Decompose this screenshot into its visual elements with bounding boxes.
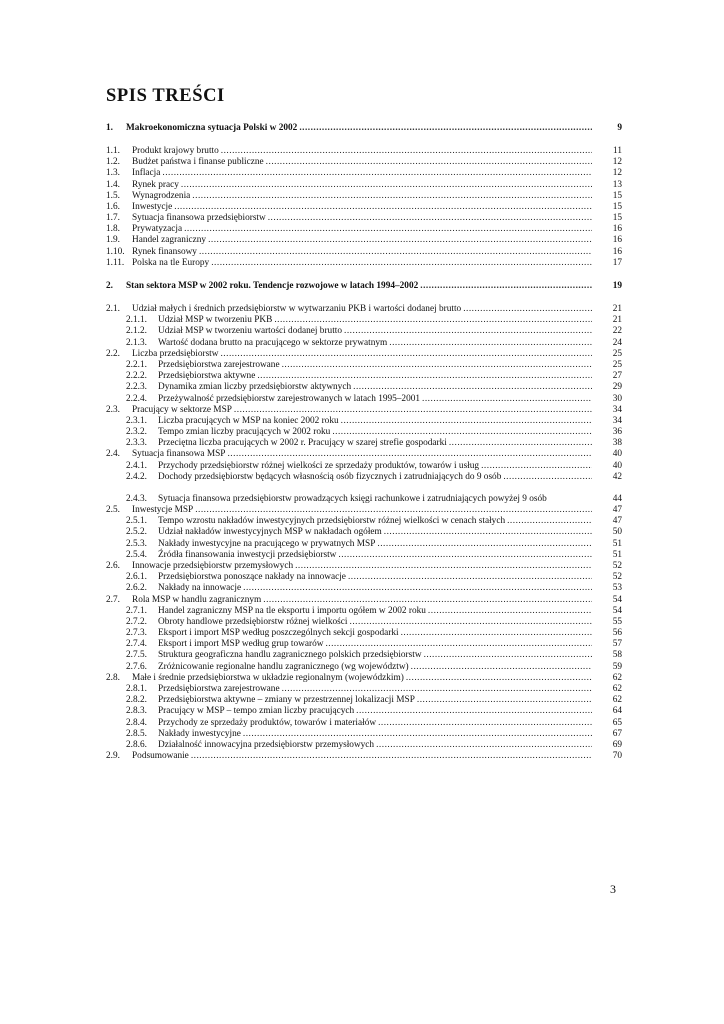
toc-entry-number: 1.8. <box>106 224 120 235</box>
toc-entry-page: 56 <box>612 628 622 639</box>
toc-entry-page: 62 <box>612 695 622 706</box>
toc-entry-number: 2.7.1. <box>126 605 147 616</box>
toc-entry-title: Prywatyzacja <box>132 224 183 235</box>
toc-leader-dots <box>191 751 592 762</box>
toc-entry-title: Liczba pracujących w MSP na koniec 2002 roku <box>158 415 339 426</box>
toc-entry[interactable] <box>106 382 622 393</box>
toc-entry[interactable] <box>106 483 622 505</box>
toc-leader-dots <box>221 146 592 157</box>
toc-entry[interactable] <box>106 606 622 617</box>
toc-leader-dots <box>227 449 592 460</box>
toc-entry-title: Wynagrodzenia <box>132 190 191 201</box>
toc-leader-dots <box>378 718 592 729</box>
toc-leader-dots <box>234 405 592 416</box>
toc-entry-page: 21 <box>612 304 622 315</box>
toc-entry-title: Udział MSP w tworzeniu wartości dodanej brutto <box>158 326 343 337</box>
toc-entry-title: Przeciętna liczba pracujących w 2002 r. Pracujący w szarej strefie gospodarki <box>158 438 447 449</box>
toc-entry-number: 2.4.2. <box>126 471 147 482</box>
toc-leader-dots <box>199 247 592 258</box>
toc-leader-dots <box>282 684 592 695</box>
toc-chapter-entry[interactable] <box>106 122 622 135</box>
toc-entry-title: Dynamika zmian liczby przedsiębiorstw aktywnych <box>158 382 352 393</box>
toc-entry-number: 2.8.4. <box>126 717 147 728</box>
toc-entry-title: Handel zagraniczny MSP na tle eksportu i importu ogółem w 2002 roku <box>158 605 426 616</box>
toc-entry-title: Eksport i import MSP według poszczególnych sekcji gospodarki <box>158 628 399 639</box>
toc-entry[interactable] <box>106 236 622 247</box>
toc-entry-title: Innowacje przedsiębiorstw przemysłowych <box>132 560 294 571</box>
toc-entry-number: 2.7.4. <box>126 639 147 650</box>
toc-entry-title: Tempo zmian liczby pracujących w 2002 roku <box>158 427 331 438</box>
toc-entry-page: 62 <box>612 672 622 683</box>
toc-entry[interactable] <box>106 740 622 751</box>
toc-leader-dots <box>208 235 592 246</box>
toc-entry-number: 2.6. <box>106 560 120 571</box>
toc-entry-page: 42 <box>612 471 622 482</box>
toc-entry-number: 1.7. <box>106 213 120 224</box>
toc-leader-dots <box>424 650 592 661</box>
toc-entry-page: 40 <box>612 449 622 460</box>
toc-entry[interactable] <box>106 729 622 740</box>
toc-entry-page: 62 <box>612 684 622 695</box>
toc-entry[interactable] <box>106 349 622 360</box>
toc-entry-title: Sytuacja finansowa MSP <box>132 449 226 460</box>
toc-entry[interactable] <box>106 427 622 438</box>
toc-entry[interactable] <box>106 450 622 461</box>
toc-entry-title: Udział małych i średnich przedsiębiorstw w wytwarzaniu PKB i wartości dodanej brutto <box>132 304 462 315</box>
toc-entry-title: Rynek finansowy <box>132 246 197 257</box>
toc-entry-title: Przychody przedsiębiorstw różnej wielkości ze sprzedaży produktów, towarów i usług <box>158 460 480 471</box>
toc-entry-number: 1.3. <box>106 168 120 179</box>
toc-leader-dots <box>377 539 592 550</box>
toc-entry[interactable] <box>106 371 622 382</box>
toc-entry-number: 2.7.2. <box>126 616 147 627</box>
toc-leader-dots <box>243 583 592 594</box>
toc-entry[interactable] <box>106 405 622 416</box>
toc-chapter-entry[interactable] <box>106 280 622 293</box>
toc-entry-page: 54 <box>612 605 622 616</box>
toc-entry-number: 2.8.2. <box>126 695 147 706</box>
toc-entry[interactable] <box>106 505 622 516</box>
toc-entry[interactable] <box>106 326 622 337</box>
toc-entry-title: Produkt krajowy brutto <box>132 145 219 156</box>
toc-entry-number: 1.4. <box>106 179 120 190</box>
toc-leader-dots <box>353 382 592 393</box>
toc-entry-number: 2.8. <box>106 672 120 683</box>
toc-entry-number: 2. <box>106 281 113 292</box>
toc-entry[interactable] <box>106 304 622 315</box>
toc-leader-dots <box>463 304 592 315</box>
toc-entry[interactable] <box>106 360 622 371</box>
toc-entry-number: 2.2.2. <box>126 371 147 382</box>
toc-entry-number: 1.2. <box>106 157 120 168</box>
toc-entry[interactable] <box>106 662 622 673</box>
toc-entry[interactable] <box>106 751 622 762</box>
toc-entry-number: 1.1. <box>106 145 120 156</box>
toc-entry-number: 2.7.6. <box>126 661 147 672</box>
toc-entry-page: 16 <box>612 224 622 235</box>
toc-entry-title: Wartość dodana brutto na pracującego w sektorze prywatnym <box>158 337 388 348</box>
toc-entry-page: 15 <box>612 213 622 224</box>
toc-leader-dots <box>344 326 592 337</box>
toc-entry-title: Obroty handlowe przedsiębiorstw różnej wielkości <box>158 616 348 627</box>
toc-entry-number: 2.3.3. <box>126 438 147 449</box>
toc-entry[interactable] <box>106 180 622 191</box>
toc-entry-page: 47 <box>612 516 622 527</box>
toc-entry[interactable] <box>106 461 622 472</box>
toc-leader-dots <box>162 168 592 179</box>
toc-leader-dots <box>338 550 592 561</box>
toc-entry-number: 2.3.2. <box>126 427 147 438</box>
toc-leader-dots <box>195 505 592 516</box>
toc-leader-dots <box>243 729 592 740</box>
toc-entry-page: 30 <box>612 393 622 404</box>
table-of-contents <box>106 122 622 762</box>
toc-entry-page: 58 <box>612 650 622 661</box>
toc-entry[interactable] <box>106 527 622 538</box>
toc-entry-number: 2.2.4. <box>126 393 147 404</box>
toc-entry-page: 38 <box>612 438 622 449</box>
toc-entry[interactable] <box>106 247 622 258</box>
toc-entry[interactable] <box>106 157 622 168</box>
toc-entry-page: 51 <box>612 549 622 560</box>
toc-entry-title: Nakłady na innowacje <box>158 583 242 594</box>
toc-entry-page: 21 <box>612 315 622 326</box>
toc-entry-title: Rola MSP w handlu zagranicznym <box>132 594 262 605</box>
toc-leader-dots <box>341 416 592 427</box>
toc-entry-page: 55 <box>612 616 622 627</box>
toc-entry[interactable] <box>106 202 622 213</box>
toc-entry[interactable] <box>106 572 622 583</box>
toc-entry-number: 1.10. <box>106 246 125 257</box>
toc-entry-page: 15 <box>612 190 622 201</box>
toc-entry-page: 12 <box>612 168 622 179</box>
toc-entry-title: Inflacja <box>132 168 161 179</box>
toc-entry-title: Nakłady inwestycyjne na pracującego w prywatnych MSP <box>158 538 376 549</box>
toc-entry[interactable] <box>106 617 622 628</box>
toc-entry-page: 40 <box>612 460 622 471</box>
toc-entry-number: 2.9. <box>106 751 120 762</box>
toc-leader-dots <box>325 639 592 650</box>
toc-entry-number: 2.1.2. <box>126 326 147 337</box>
toc-entry-title: Przedsiębiorstwa zarejestrowane <box>158 684 280 695</box>
toc-entry-title: Źródła finansowania inwestycji przedsiębiorstw <box>158 549 337 560</box>
toc-entry-title: Zróżnicowanie regionalne handlu zagranicznego (wg województw) <box>158 661 409 672</box>
toc-entry-title: Małe i średnie przedsiębiorstwa w układzie regionalnym (wojewódzkim) <box>132 672 404 683</box>
toc-leader-dots <box>274 315 592 326</box>
toc-entry-page: 57 <box>612 639 622 650</box>
toc-entry-page: 64 <box>612 706 622 717</box>
toc-entry-number: 2.8.3. <box>126 706 147 717</box>
toc-leader-dots <box>174 202 592 213</box>
toc-leader-dots <box>257 371 592 382</box>
toc-leader-dots <box>411 662 592 673</box>
toc-entry-title: Przedsiębiorstwa aktywne <box>158 371 256 382</box>
toc-entry[interactable] <box>106 561 622 572</box>
toc-entry[interactable] <box>106 472 622 483</box>
toc-entry-number: 2.4. <box>106 449 120 460</box>
toc-entry-title: Podsumowanie <box>132 751 189 762</box>
toc-entry-page: 27 <box>612 371 622 382</box>
toc-entry-page: 52 <box>612 560 622 571</box>
toc-entry-number: 2.8.5. <box>126 728 147 739</box>
toc-entry[interactable] <box>106 550 622 561</box>
toc-entry-title: Udział nakładów inwestycyjnych MSP w nakładach ogółem <box>158 527 382 538</box>
toc-entry-number: 2.2.1. <box>126 359 147 370</box>
toc-entry-page: 36 <box>612 427 622 438</box>
toc-entry-number: 1.5. <box>106 190 120 201</box>
toc-leader-dots <box>350 617 592 628</box>
toc-leader-dots <box>295 561 592 572</box>
toc-entry-page: 47 <box>612 505 622 516</box>
toc-leader-dots <box>422 394 592 405</box>
toc-entry-page: 17 <box>612 257 622 268</box>
toc-entry-number: 2.1. <box>106 304 120 315</box>
toc-entry-number: 2.1.1. <box>126 315 147 326</box>
toc-entry-title: Inwestycje <box>132 201 173 212</box>
toc-entry-title: Budżet państwa i finanse publiczne <box>132 157 264 168</box>
toc-entry[interactable] <box>106 416 622 427</box>
toc-entry-page: 9 <box>617 123 622 133</box>
toc-entry-title: Przedsiębiorstwa zarejestrowane <box>158 359 280 370</box>
toc-entry-title: Stan sektora MSP w 2002 roku. Tendencje rozwojowe w latach 1994–2002 <box>126 281 419 292</box>
toc-entry-title: Dochody przedsiębiorstw będących własnością osób fizycznych i zatrudniających do 9 osób <box>158 471 502 482</box>
toc-entry[interactable] <box>106 146 622 157</box>
toc-leader-dots <box>299 122 592 135</box>
toc-entry-title: Struktura geograficzna handlu zagranicznego polskich przedsiębiorstw <box>158 650 422 661</box>
toc-entry-number: 2.5. <box>106 505 120 516</box>
toc-entry-page: 54 <box>612 594 622 605</box>
toc-entry-number: 2.1.3. <box>126 337 147 348</box>
toc-entry[interactable] <box>106 639 622 650</box>
toc-leader-dots <box>428 606 592 617</box>
toc-entry[interactable] <box>106 706 622 717</box>
toc-leader-dots <box>376 740 592 751</box>
toc-entry[interactable] <box>106 718 622 729</box>
toc-leader-dots <box>406 673 592 684</box>
toc-entry-title: Polska na tle Europy <box>132 257 210 268</box>
toc-leader-dots <box>389 338 592 349</box>
toc-leader-dots <box>192 191 592 202</box>
toc-entry[interactable] <box>106 213 622 224</box>
toc-entry-page: 53 <box>612 583 622 594</box>
toc-entry-page: 16 <box>612 235 622 246</box>
toc-entry-title: Przychody ze sprzedaży produktów, towarów i materiałów <box>158 717 377 728</box>
toc-entry[interactable] <box>106 315 622 326</box>
toc-entry-number: 2.4.1. <box>126 460 147 471</box>
toc-entry-title: Przedsiębiorstwa ponoszące nakłady na innowacje <box>158 572 346 583</box>
toc-entry-page: 29 <box>612 382 622 393</box>
toc-leader-dots <box>420 280 592 293</box>
toc-leader-dots <box>184 224 592 235</box>
toc-entry-page: 19 <box>612 281 622 292</box>
toc-entry-title: Pracujący w sektorze MSP <box>132 404 232 415</box>
toc-entry-number: 2.6.2. <box>126 583 147 594</box>
toc-leader-dots <box>220 349 592 360</box>
toc-entry-title: Liczba przedsiębiorstw <box>132 348 219 359</box>
toc-entry-number: 2.5.3. <box>126 538 147 549</box>
toc-leader-dots <box>507 516 592 527</box>
toc-entry-number: 2.2.3. <box>126 382 147 393</box>
toc-entry-page: 25 <box>612 348 622 359</box>
toc-entry[interactable] <box>106 394 622 405</box>
toc-entry[interactable] <box>106 684 622 695</box>
toc-entry[interactable] <box>106 628 622 639</box>
toc-leader-dots <box>356 706 592 717</box>
toc-leader-dots <box>417 695 592 706</box>
toc-entry-page: 59 <box>612 661 622 672</box>
toc-leader-dots <box>384 527 592 538</box>
toc-entry-page: 13 <box>612 179 622 190</box>
toc-entry-title: Działalność innowacyjna przedsiębiorstw przemysłowych <box>158 739 375 750</box>
toc-entry[interactable] <box>106 191 622 202</box>
toc-entry-page: 24 <box>612 337 622 348</box>
toc-entry-number: 2.5.4. <box>126 549 147 560</box>
toc-entry-title: Sytuacja finansowa przedsiębiorstw prowadzących księgi rachunkowe i zatrudniających powyżej 9 osób <box>158 494 547 505</box>
toc-entry-number: 2.8.6. <box>126 739 147 750</box>
page-number: 3 <box>610 882 616 896</box>
toc-entry-title: Przeżywalność przedsiębiorstw zarejestrowanych w latach 1995–2001 <box>158 393 421 404</box>
toc-entry-title: Pracujący w MSP – tempo zmian liczby pracujących <box>158 706 355 717</box>
toc-entry-page: 22 <box>612 326 622 337</box>
toc-entry-page: 16 <box>612 246 622 257</box>
toc-entry-page: 34 <box>612 415 622 426</box>
toc-entry-page: 52 <box>612 572 622 583</box>
toc-entry-number: 2.3.1. <box>126 415 147 426</box>
toc-entry[interactable] <box>106 539 622 550</box>
toc-entry-title: Nakłady inwestycyjne <box>158 728 241 739</box>
toc-leader-dots <box>211 258 592 269</box>
toc-entry-number: 2.5.1. <box>126 516 147 527</box>
toc-entry-number: 2.4.3. <box>126 493 147 504</box>
toc-entry-number: 1.11. <box>106 257 125 268</box>
toc-leader-dots <box>266 157 592 168</box>
toc-entry[interactable] <box>106 583 622 594</box>
toc-entry-number: 2.6.1. <box>126 572 147 583</box>
toc-entry[interactable] <box>106 651 622 662</box>
toc-entry-title: Przedsiębiorstwa aktywne – zmiany w przestrzennej lokalizacji MSP <box>158 695 415 706</box>
toc-entry-page: 11 <box>613 145 622 156</box>
toc-leader-dots <box>263 595 592 606</box>
toc-entry-page: 25 <box>612 359 622 370</box>
toc-entry-number: 1.6. <box>106 201 120 212</box>
page-title: SPIS TREŚCI <box>106 86 225 106</box>
toc-entry[interactable] <box>106 224 622 235</box>
toc-leader-dots <box>282 360 592 371</box>
toc-entry-title: Inwestycje MSP <box>132 505 194 516</box>
toc-entry-number: 2.7.5. <box>126 650 147 661</box>
toc-entry-number: 1.9. <box>106 235 120 246</box>
toc-entry[interactable] <box>106 673 622 684</box>
toc-entry[interactable] <box>106 695 622 706</box>
toc-entry-number: 2.3. <box>106 404 120 415</box>
toc-leader-dots <box>181 180 592 191</box>
toc-leader-dots <box>503 472 592 483</box>
toc-entry-title: Sytuacja finansowa przedsiębiorstw <box>132 213 266 224</box>
toc-entry-number: 2.7. <box>106 594 120 605</box>
toc-entry-title: Udział MSP w tworzeniu PKB <box>158 315 273 326</box>
toc-entry-number: 2.2. <box>106 348 120 359</box>
toc-entry[interactable] <box>106 595 622 606</box>
toc-entry-title: Makroekonomiczna sytuacja Polski w 2002 <box>126 123 298 133</box>
toc-leader-dots <box>348 572 592 583</box>
toc-entry-number: 2.5.2. <box>126 527 147 538</box>
toc-entry[interactable] <box>106 168 622 179</box>
toc-entry-page: 15 <box>612 201 622 212</box>
toc-entry[interactable] <box>106 516 622 527</box>
toc-entry[interactable] <box>106 338 622 349</box>
toc-entry-number: 2.8.1. <box>126 684 147 695</box>
toc-entry-number: 1. <box>106 123 113 133</box>
toc-entry-title: Handel zagraniczny <box>132 235 207 246</box>
toc-leader-dots <box>332 427 592 438</box>
toc-entry-page: 34 <box>612 404 622 415</box>
toc-entry-title: Tempo wzrostu nakładów inwestycyjnych przedsiębiorstw różnej wielkości w cenach stałych <box>158 516 506 527</box>
toc-leader-dots <box>401 628 592 639</box>
toc-entry-page: 51 <box>612 538 622 549</box>
toc-leader-dots <box>481 461 592 472</box>
toc-entry-title: Eksport i import MSP według grup towarów <box>158 639 324 650</box>
toc-leader-dots <box>268 213 592 224</box>
toc-entry-number: 2.7.3. <box>126 628 147 639</box>
toc-entry[interactable] <box>106 438 622 449</box>
toc-entry-page: 70 <box>612 751 622 762</box>
toc-entry-page: 65 <box>612 717 622 728</box>
toc-entry-page: 50 <box>612 527 622 538</box>
toc-entry-title: Rynek pracy <box>132 179 179 190</box>
toc-entry-page: 69 <box>612 739 622 750</box>
toc-entry[interactable] <box>106 258 622 269</box>
toc-entry-page: 44 <box>612 493 622 504</box>
toc-entry-page: 67 <box>612 728 622 739</box>
toc-leader-dots <box>449 438 592 449</box>
toc-entry-page: 12 <box>612 157 622 168</box>
